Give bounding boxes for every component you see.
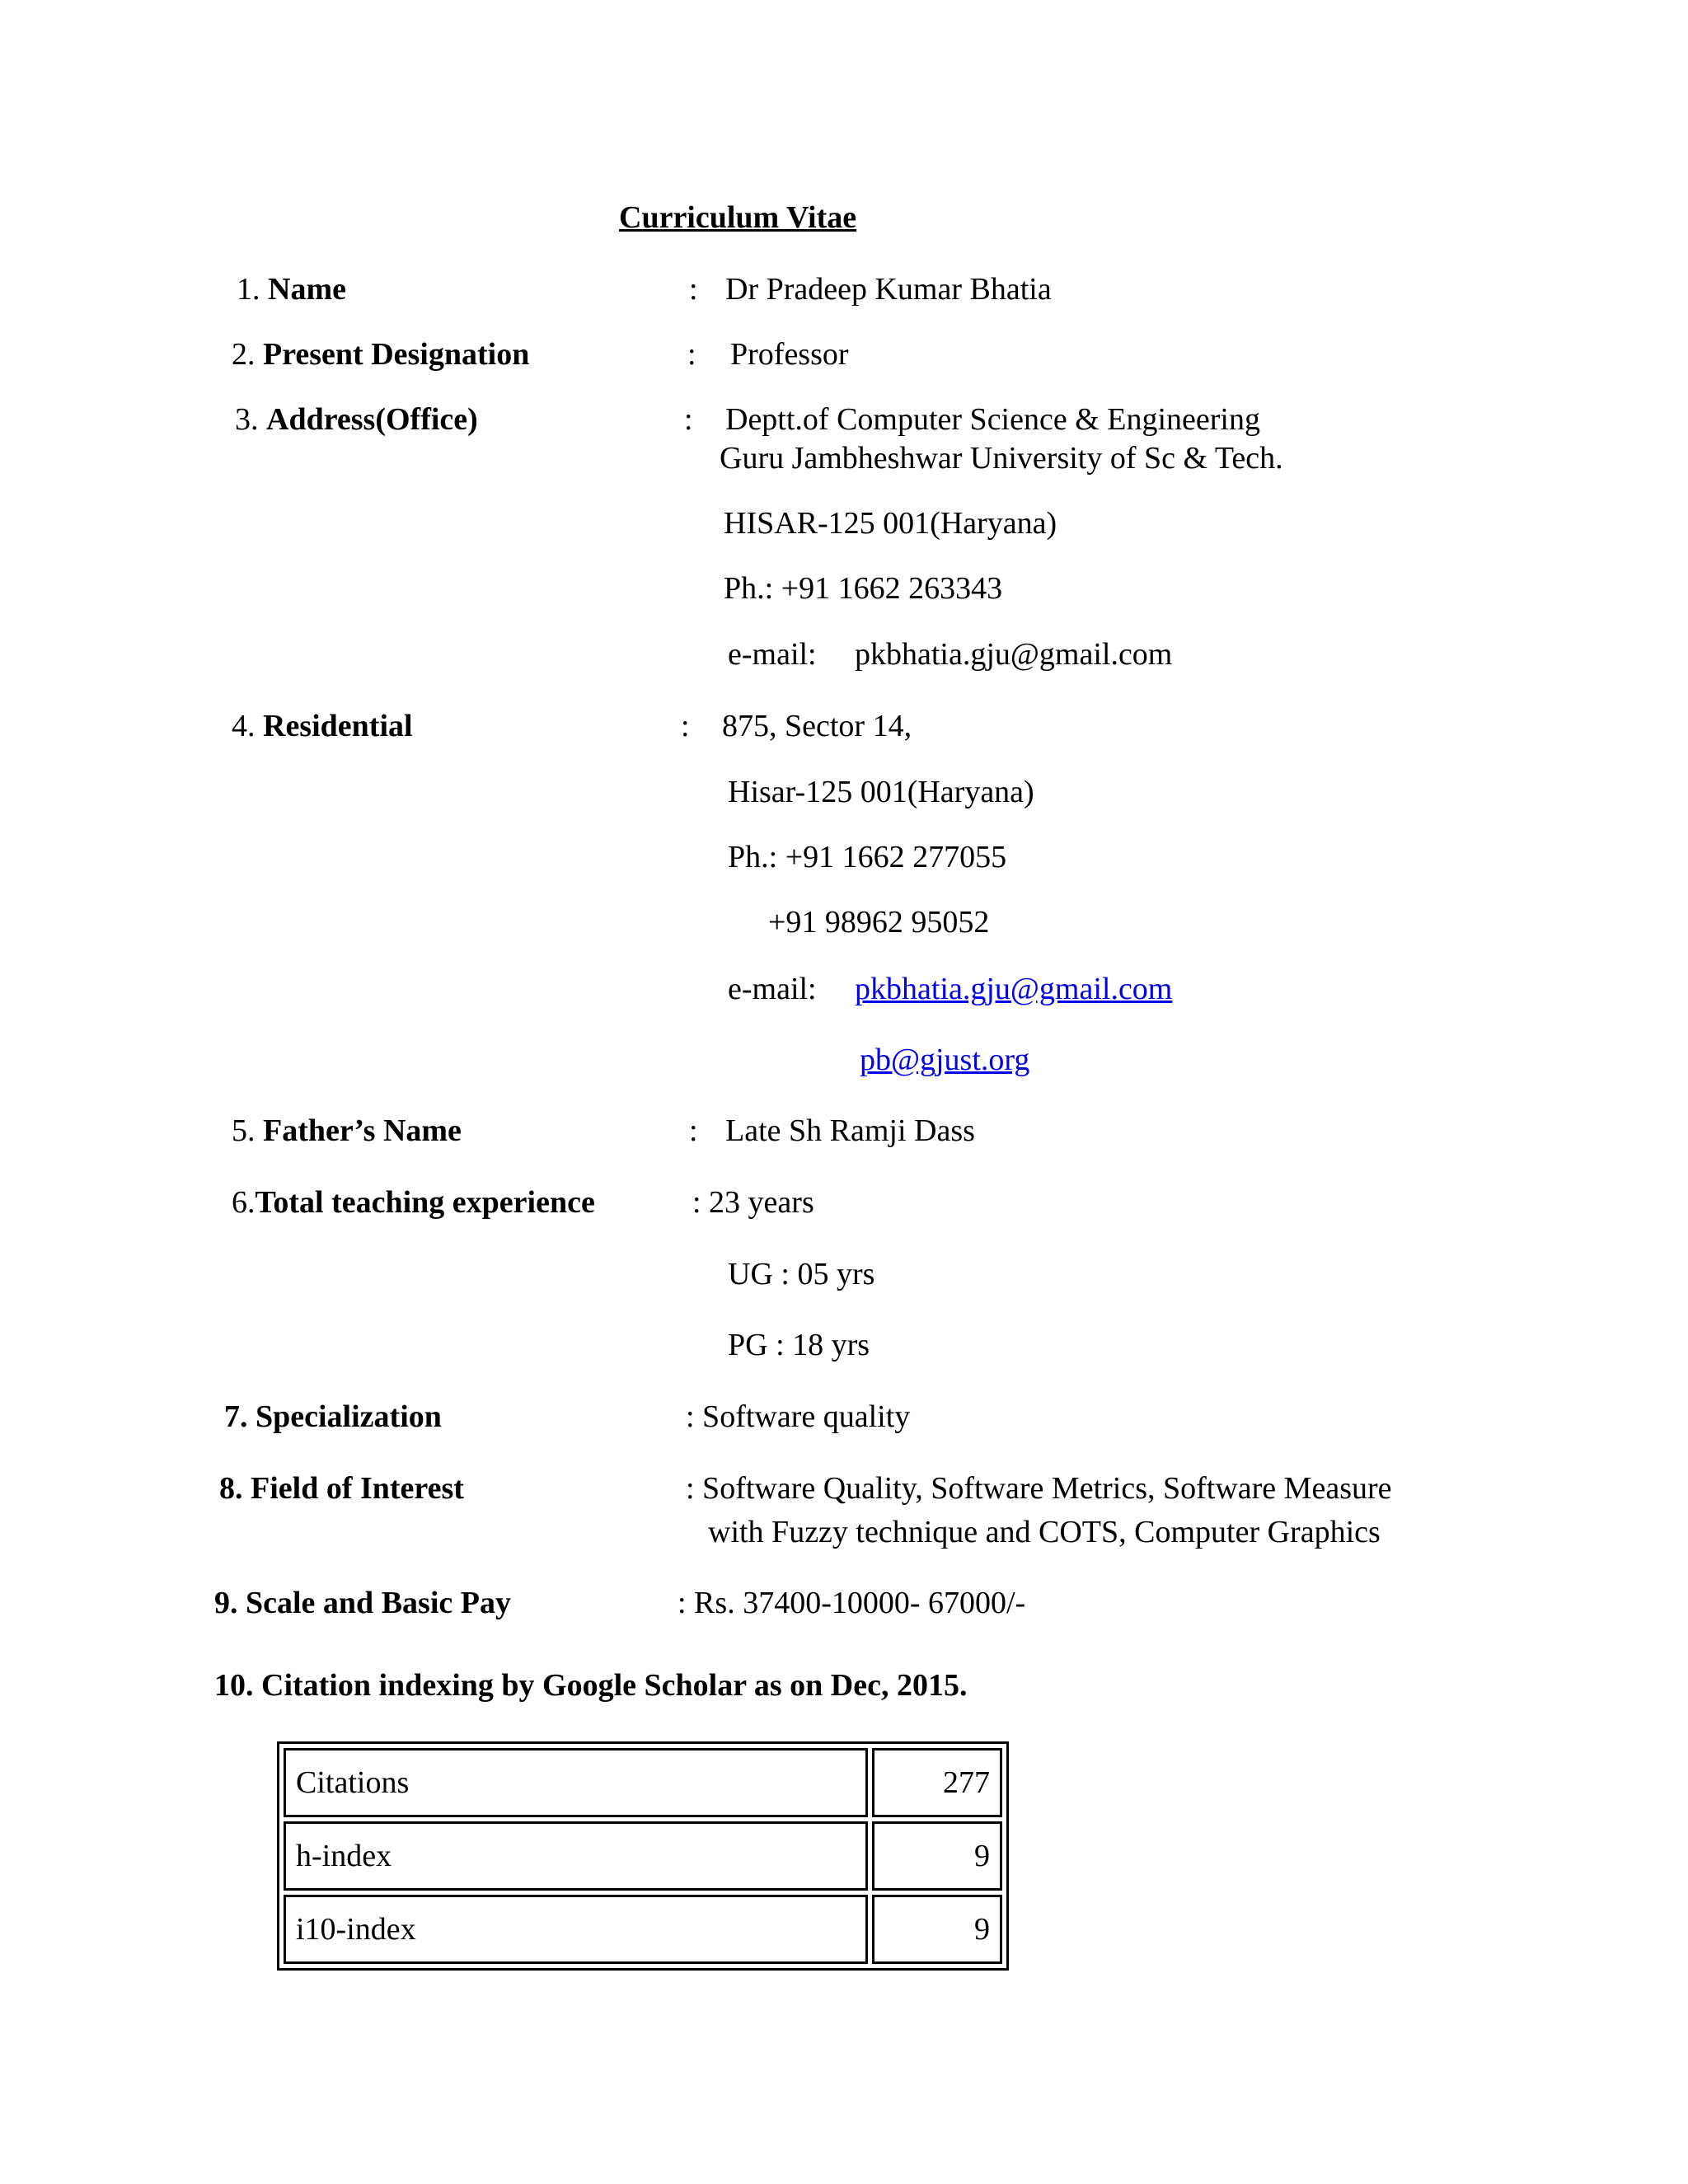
citation-table: [277, 1741, 1009, 1971]
residential-street: 875, Sector 14,: [722, 709, 912, 743]
table-row: [284, 1748, 1002, 1817]
specialization-value: : Software quality: [686, 1399, 911, 1434]
citation-metric: i10-index: [284, 1895, 868, 1964]
office-department: Deptt.of Computer Science & Engineering: [725, 402, 1260, 437]
citation-value: 9: [872, 1821, 1002, 1891]
designation-label: 2. Present Designation: [232, 337, 530, 372]
residential-label: 4. Residential: [232, 709, 413, 743]
teaching-experience-label: 6.Total teaching experience: [232, 1185, 595, 1220]
residential-phone: Ph.: +91 1662 277055: [728, 840, 1007, 874]
residential-email-label: e-mail:: [728, 972, 817, 1006]
office-city: HISAR-125 001(Haryana): [724, 506, 1057, 541]
father-name-label: 5. Father’s Name: [232, 1113, 462, 1148]
page-title: Curriculum Vitae: [619, 200, 857, 235]
specialization-label: 7. Specialization: [224, 1399, 442, 1434]
office-phone: Ph.: +91 1662 263343: [724, 571, 1003, 606]
designation-separator: :: [687, 337, 696, 372]
residential-city: Hisar-125 001(Haryana): [728, 775, 1034, 809]
office-email-label: e-mail:: [728, 637, 817, 672]
citation-metric: h-index: [284, 1821, 868, 1891]
teaching-experience-ug: UG : 05 yrs: [728, 1257, 875, 1291]
field-of-interest-line-2: with Fuzzy technique and COTS, Computer Graphics: [708, 1515, 1381, 1549]
teaching-experience-pg: PG : 18 yrs: [728, 1328, 870, 1362]
field-of-interest-label: 8. Field of Interest: [219, 1471, 464, 1506]
name-label: 1. Name: [237, 272, 346, 307]
father-name-value: Late Sh Ramji Dass: [725, 1113, 975, 1148]
designation-value: Professor: [730, 337, 849, 372]
table-row: [284, 1895, 1002, 1964]
citation-value: 9: [872, 1895, 1002, 1964]
field-of-interest-line-1: : Software Quality, Software Metrics, Software Measure: [686, 1471, 1392, 1506]
office-email: pkbhatia.gju@gmail.com: [855, 637, 1173, 672]
residential-email-link[interactable]: pkbhatia.gju@gmail.com: [855, 972, 1173, 1006]
citation-value: 277: [872, 1748, 1002, 1817]
citation-metric: Citations: [284, 1748, 868, 1817]
office-university: Guru Jambheshwar University of Sc & Tech.: [720, 441, 1283, 476]
office-address-separator: :: [684, 402, 693, 437]
name-value: Dr Pradeep Kumar Bhatia: [725, 272, 1052, 307]
pay-scale-label: 9. Scale and Basic Pay: [214, 1586, 511, 1620]
table-row: [284, 1821, 1002, 1891]
name-separator: :: [689, 272, 698, 307]
residential-mobile: +91 98962 95052: [768, 905, 990, 940]
pay-scale-value: : Rs. 37400-10000- 67000/-: [678, 1586, 1026, 1620]
citation-heading: 10. Citation indexing by Google Scholar as on Dec, 2015.: [214, 1668, 968, 1703]
residential-separator: :: [681, 709, 690, 743]
teaching-experience-value: : 23 years: [692, 1185, 814, 1220]
father-name-separator: :: [689, 1113, 698, 1148]
office-address-label: 3. Address(Office): [235, 402, 478, 437]
secondary-email-link[interactable]: pb@gjust.org: [860, 1043, 1030, 1077]
